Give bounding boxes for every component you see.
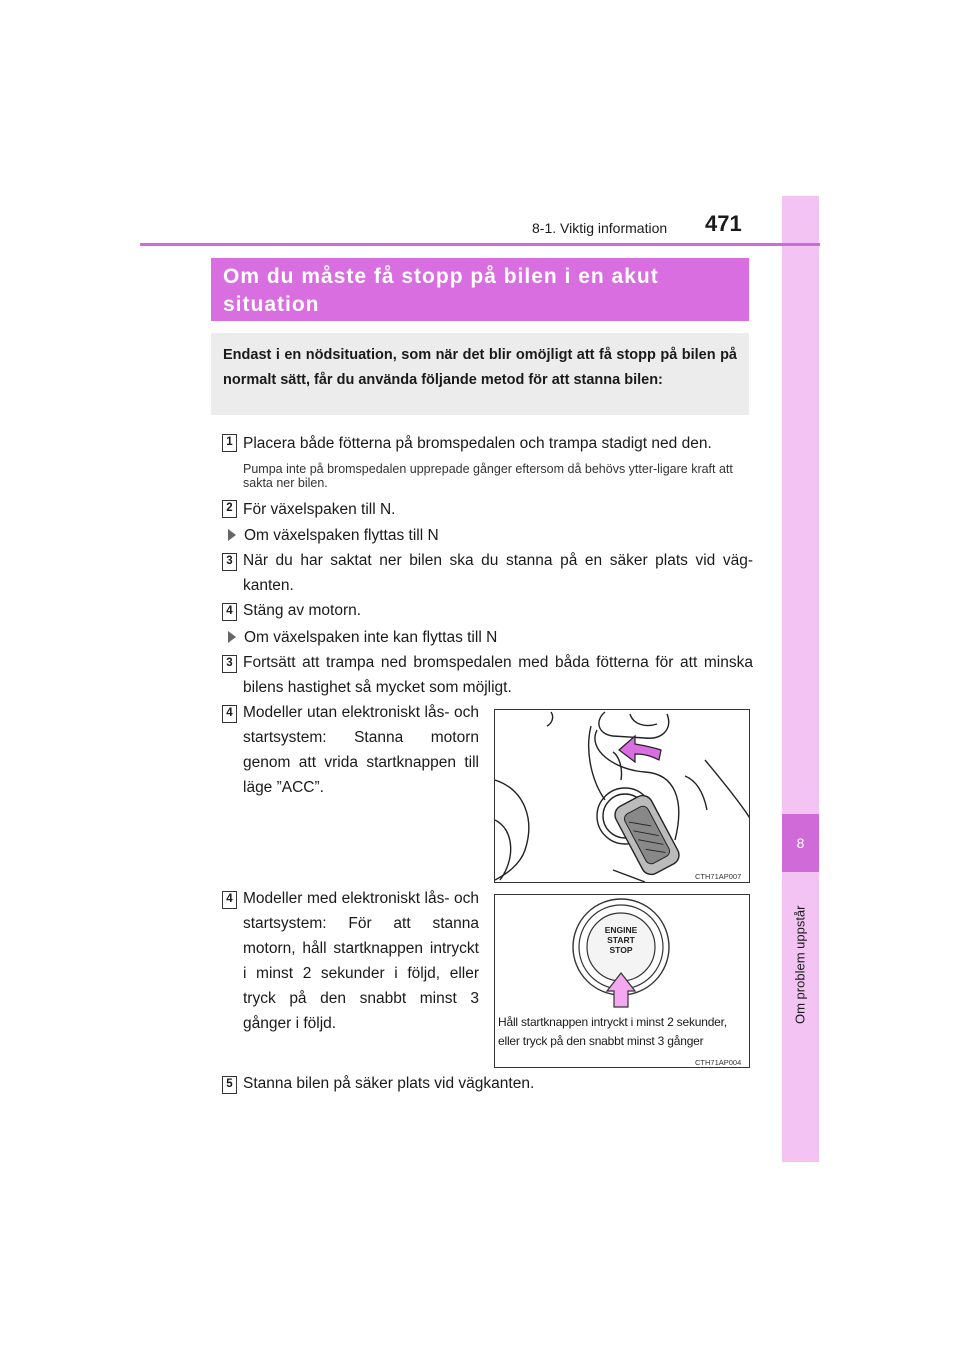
figure-code: CTH71AP007 [695, 872, 742, 881]
step-badge: 1 [222, 434, 237, 452]
button-label-line: START [607, 935, 635, 945]
chapter-number: 8 [782, 814, 819, 872]
section-label: 8-1. Viktig information [532, 220, 668, 236]
triangle-bullet-icon [228, 529, 236, 541]
header-divider [140, 243, 820, 246]
step-badge: 2 [222, 500, 237, 518]
button-label-line: ENGINE [604, 925, 638, 935]
step-text: Fortsätt att trampa ned bromspedalen med båda fötterna för att minska bilens hastighet så mycket som möjligt. [243, 654, 753, 696]
start-button-figure [494, 894, 750, 1068]
step-text: Modeller utan elektroniskt lås- och startsystem: Stanna motorn genom att vrida startknappen till läge ”ACC”. [243, 704, 479, 796]
step-badge: 3 [222, 655, 237, 673]
bullet-text: Om växelspaken flyttas till N [244, 527, 439, 544]
step-badge: 5 [222, 1076, 237, 1094]
figure-caption: eller tryck på den snabbt minst 3 gånger [498, 1034, 704, 1048]
step-text: För växelspaken till N. [243, 501, 396, 518]
step-text: När du har saktat ner bilen ska du stanna på en säker plats vid väg-kanten. [243, 552, 753, 594]
step-note: Pumpa inte på bromspedalen upprepade gånger eftersom då behövs ytter-ligare kraft att sakta ner bilen. [243, 462, 733, 490]
intro-text: Endast i en nödsituation, som när det blir omöjligt att få stopp på bilen på normalt sätt, får du använda följande metod för att stanna bilen: [223, 347, 737, 388]
condition-bullet [228, 526, 439, 546]
step-badge: 4 [222, 891, 237, 909]
step-badge: 4 [222, 603, 237, 621]
intro-box [211, 333, 749, 415]
step-text: Stanna bilen på säker plats vid vägkanten. [243, 1075, 535, 1092]
section-title-box [211, 258, 749, 321]
figure-caption: Håll startknappen intryckt i minst 2 sekunder, [498, 1015, 727, 1029]
step-text: Stäng av motorn. [243, 602, 362, 619]
condition-bullet [228, 628, 497, 648]
section-title: Om du måste få stopp på bilen i en akut situation [223, 265, 659, 316]
figure-code: CTH71AP004 [695, 1058, 742, 1067]
engine-start-stop-button [581, 925, 661, 955]
step-text: Modeller med elektroniskt lås- och startsystem: För att stanna motorn, håll startknappen intryckt i minst 2 sekunder i följd, eller tryck på den snabbt minst 3 gånger i följd. [243, 890, 479, 1032]
chapter-title: Om problem uppstår [792, 905, 808, 1025]
key-ignition-figure [494, 709, 750, 883]
bullet-text: Om växelspaken inte kan flyttas till N [244, 629, 498, 646]
step-badge: 3 [222, 553, 237, 571]
button-label-line: STOP [609, 945, 633, 955]
key-ignition-illustration [495, 710, 750, 883]
step-text: Placera både fötterna på bromspedalen och trampa stadigt ned den. [243, 435, 712, 452]
triangle-bullet-icon [228, 631, 236, 643]
page-number: 471 [705, 211, 742, 236]
step-badge: 4 [222, 705, 237, 723]
